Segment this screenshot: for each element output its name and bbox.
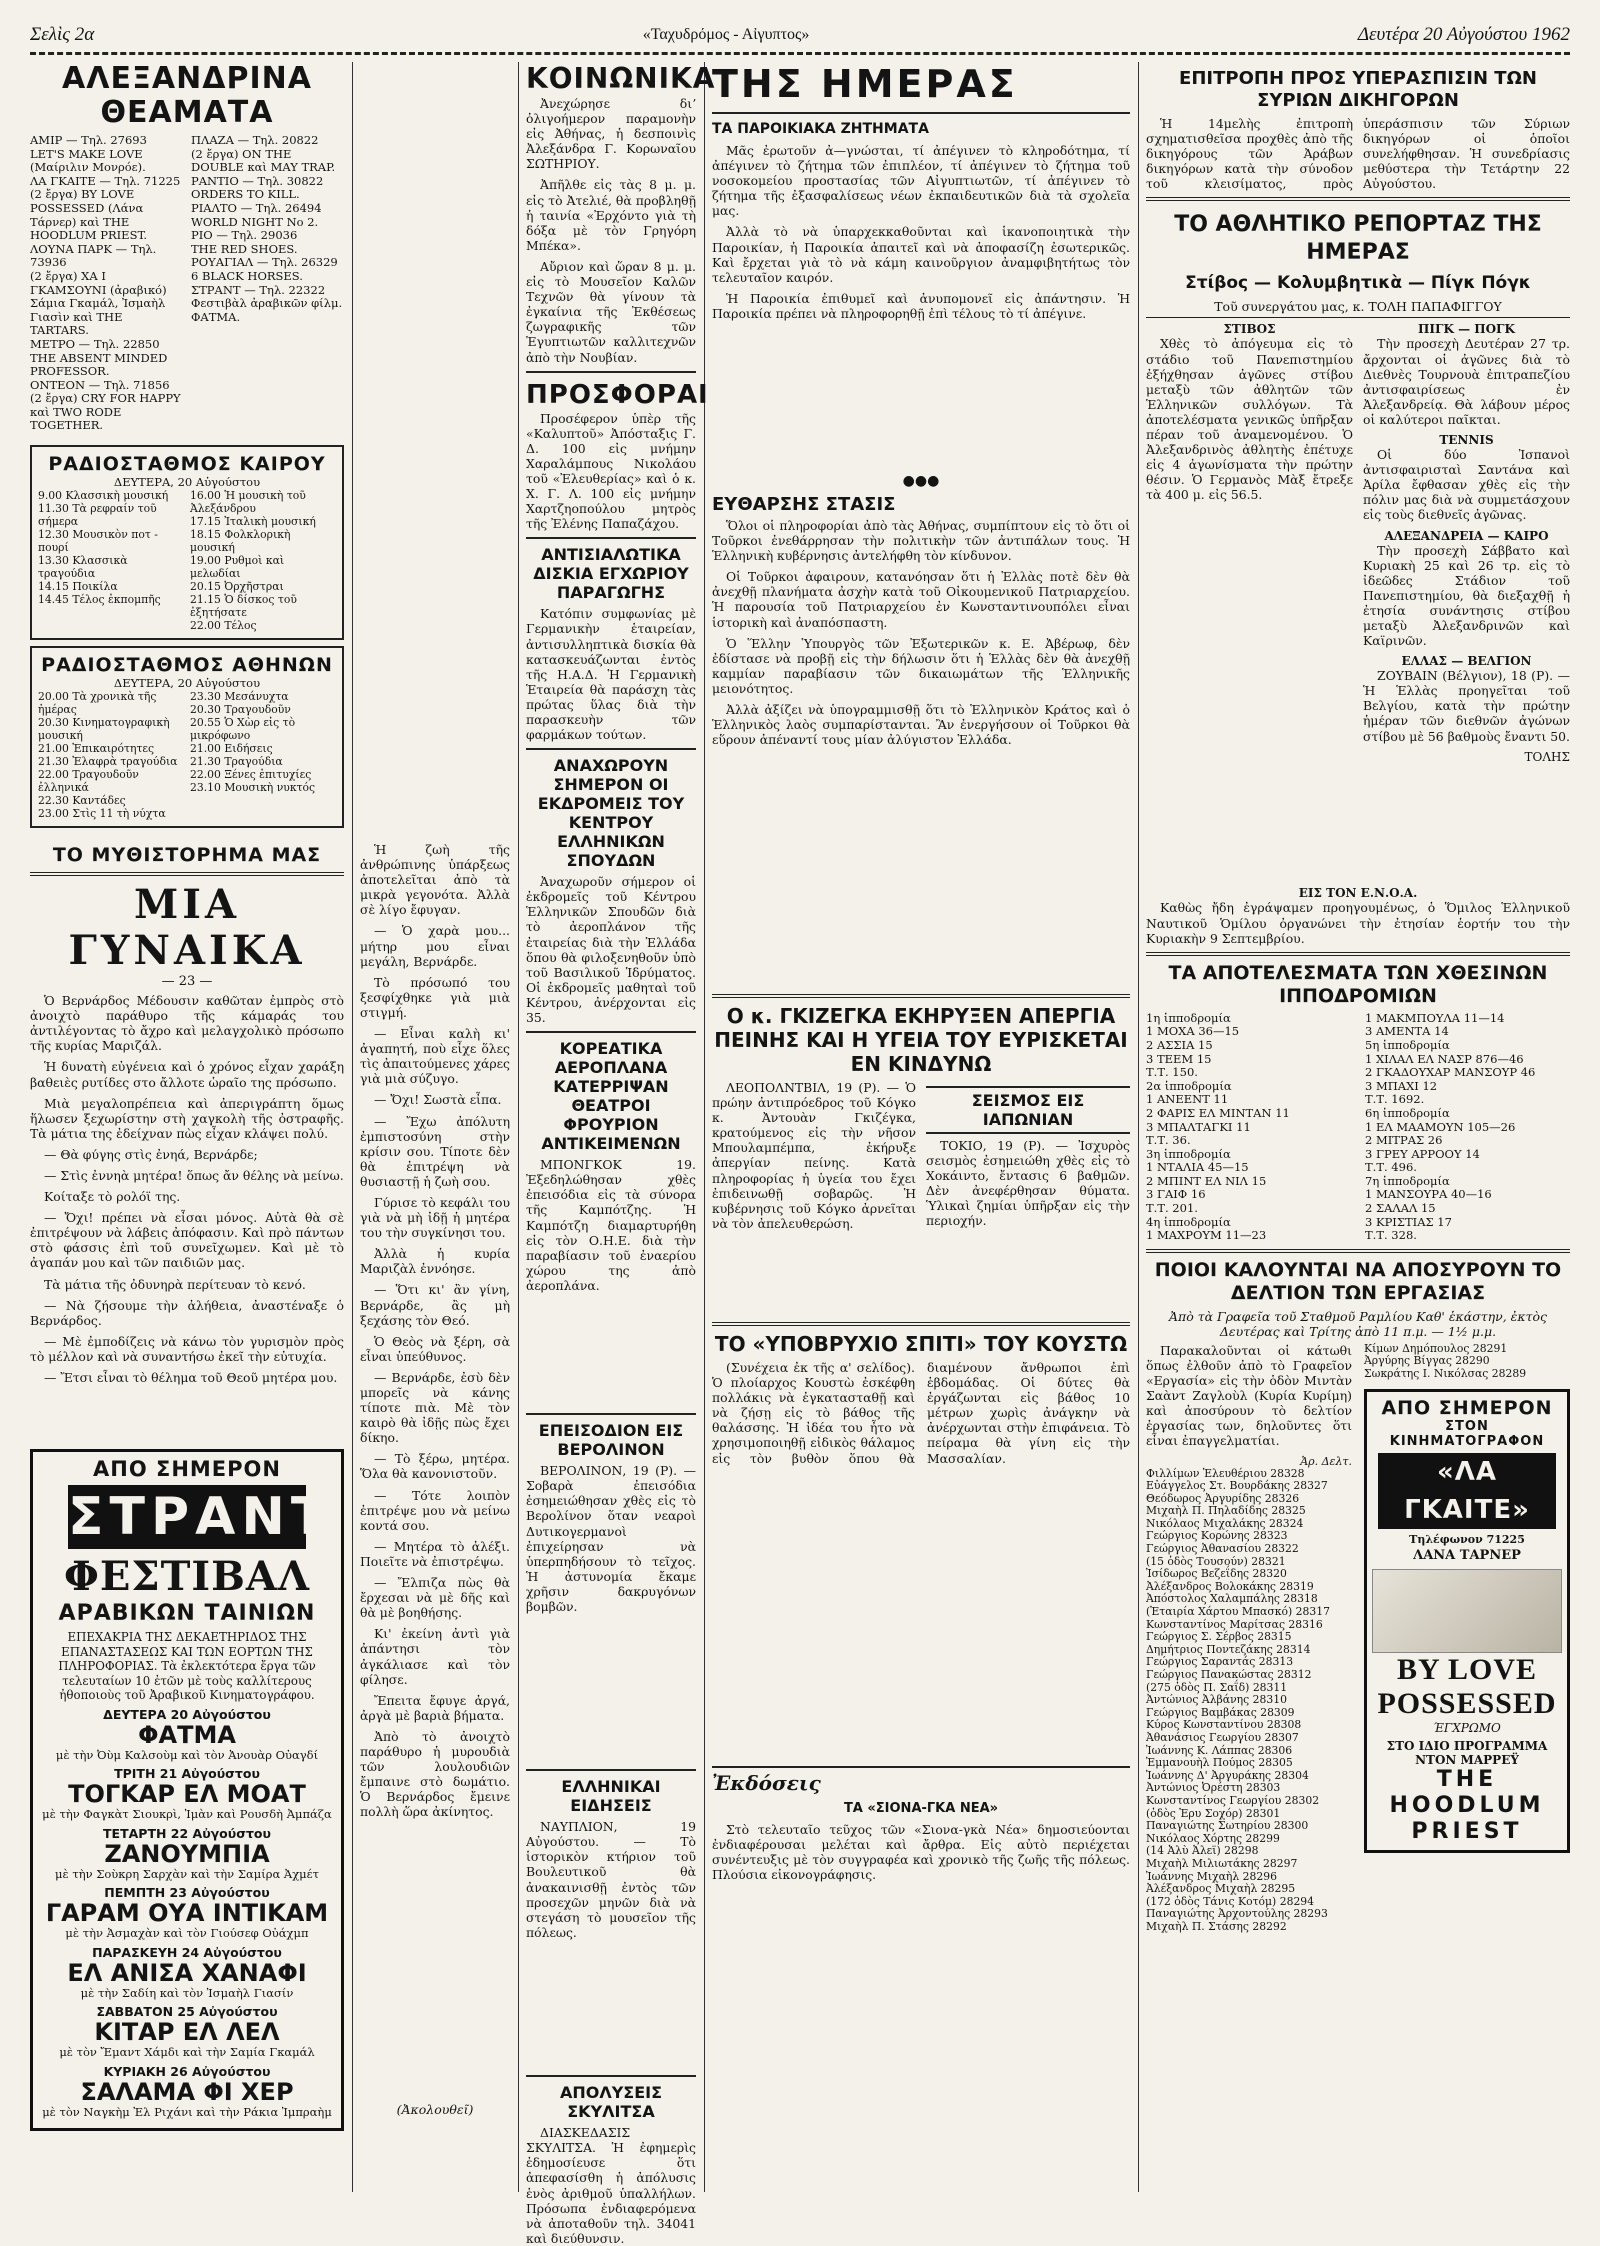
headline-greek-news: ΕΛΛΗΝΙΚΑΙ ΕΙΔΗΣΕΙΣ (561, 1777, 661, 1816)
lottery-name-line: Ἀργύρης Βίγγας 28290 (1364, 1354, 1490, 1368)
pingpong-title: ΠΙΓΚ — ΠΟΓΚ (1418, 322, 1515, 337)
text-cousteau: (Συνέχεια ἐκ τῆς α' σελίδος). Ὁ πλοίαρχος Κουστὼ ἐσκέφθη πολλάκις νὰ ἐγκατασταθῇ καὶ νὰ ζήσῃ εἰς τὸ βάθος τῆς θαλάσσης. Ἡ ἰδέα του ἦτο νὰ χρησιμοποιηθῇ εἰδικὸς θάλαμος εἰς τὸν βυθὸν ὅπου θὰ διαμένουν ἄνθρωποι ἐπὶ ἑβδομάδας. Οἱ δύτες θὰ ἐργάζωνται εἰς βάθος 10 μέτρων χωρὶς ἀνάγκην νὰ ἀνέρχωνται στὴν ἐπιφάνεια. Τὸ πείραμα θὰ γίνη εἰς τὴν Μασσαλίαν. (712, 1360, 1130, 1466)
novel-paragraph: Κοίταξε τὸ ρολόϊ της. (44, 1189, 181, 1205)
radio-program-line: 22.00 Ξένες ἐπιτυχίες (190, 768, 312, 782)
lottery-name-line: Φιλλίμων Ἐλευθέριου 28328 (1146, 1466, 1305, 1480)
radio-program-line: 17.15 Ἰταλικὴ μουσική (190, 515, 316, 529)
lottery-name-line: (15 ὁδὸς Τουσούν) 28321 (1146, 1554, 1286, 1568)
race-result-line: Τ.Τ. 328. (1365, 1228, 1417, 1243)
novel-paragraph: — Μητέρα τὸ ἀλέξι. Ποιεῖτε νὰ ἐπιστρέψω. (360, 1538, 510, 1569)
masthead (30, 18, 1570, 55)
lottery-name-line: Ἰωάννης Μιχαὴλ 28296 (1146, 1869, 1278, 1883)
novel-to-be-continued: (Ἀκολουθεῖ) (396, 2102, 474, 2117)
theater-line: ΡΙΟ — Τηλ. 29036 (191, 228, 298, 243)
novel-paragraph: Κι' ἐκείνη ἀντὶ γιὰ ἀπάντησι τὸν ἀγκάλιασε καὶ τὸν φίλησε. (360, 1626, 510, 1687)
ad-sub: ΣΤΟΝ ΚΙΝΗΜΑΤΟΓΡΑΦΟΝ (1389, 1418, 1545, 1449)
radio-program-line: 14.15 Ποικίλα (38, 580, 118, 594)
newspaper-page (30, 18, 1570, 2246)
lottery-name-line: Γεώργιος Ἀθανασίου 28322 (1146, 1542, 1299, 1556)
greece-belgium-text: ΖΟΥΒΑΙΝ (Βέλγιον), 18 (Ρ). — Ἡ Ἑλλὰς προηγεῖται τοῦ Βελγίου, κατὰ τὴν πρώτην ἡμέραν τῶν διεθνῶν ἀγώνων στίβου μὲ 56 βαθμοὺς ἔναντι 50. (1363, 668, 1570, 744)
radio-program-line: 21.30 Ἐλαφρὰ τραγούδια (38, 755, 178, 769)
lottery-name-line: Ἀθανάσιος Γεωργίου 28307 (1146, 1730, 1299, 1744)
festival-day (38, 1766, 336, 1822)
athletics-text: Χθὲς τὸ ἀπόγευμα εἰς τὸ στάδιο τοῦ Πανεπιστημίου ἐξήχθησαν ἀγῶνες στίβου μεταξὺ τῶν ἀθλητῶν τῶν Ἑλληνικῶν συλλόγων. Τὰ ἀποτελέσματα γενικῶς ὑπῆρξαν πέραν τοῦ ἀναμενομένου. Ὁ Ἀλεξανδρινὸς ἀθλητὴς ἐπέτυχε εἰς 4 ἀγωνίσματα τὴν πρώτην θέσιν. Ὁ Γερμανὸς Μὰξ ἔτρεξε τὰ 400 μ. εἰς 56.5. (1146, 336, 1353, 503)
greece-belgium-title: ΕΛΛΑΣ — ΒΕΛΓΙΟΝ (1401, 654, 1532, 669)
novel-paragraph: Ἀλλὰ ἡ κυρία Μαριζὰλ ἐννόησε. (360, 1246, 510, 1277)
theater-line: ΠΛΑΖΑ — Τηλ. 20822 (191, 133, 319, 147)
radio-cairo-box (30, 445, 344, 640)
alex-cairo-title: ΑΛΕΞΑΝΔΡΕΙΑ — ΚΑΙΡΟ (1384, 528, 1549, 543)
pingpong-text: Τὴν προσεχὴ Δευτέραν 27 τρ. ἄρχονται οἱ ἀγῶνες διὰ τὸ Διεθνὲς Τουρνουὰ ἐπιτραπεζίου ἀντισφαιρίσεως ἐν Ἀλεξανδρείᾳ. Θὰ λάβουν μέρος οἱ καλύτεροι παῖκται. (1363, 336, 1570, 427)
theaters-right (191, 134, 344, 433)
festival-day-date: ΠΑΡΑΣΚΕΥΗ 24 Αὐγούστου (92, 1944, 282, 1960)
lottery-name-line: Νικόλαος Χόρτης 28299 (1146, 1831, 1280, 1845)
festival-day-film: ΓΑΡΑΜ ΟΥΑ ΙΝΤΙΚΑΜ (45, 1899, 329, 1928)
race-result-line: 1 ΕΛ ΜΑΑΜΟΥΝ 105—26 (1365, 1119, 1516, 1134)
race-result-line: 7η ἱπποδρομία (1365, 1173, 1450, 1188)
novel-paragraph: — Ὄχι! πρέπει νὰ εἶσαι μόνος. Αὐτὰ θὰ σὲ ἐπιτρέψουν νὰ λάβεις ἀπόφασιν. Καὶ πρὸ πάντων στὸ φάσσις ἐπὶ τοῦ συνεῖχωμεν. Καὶ μὲ τὸ ἀγαπάν μου καὶ τῶν παιδιῶν μας. (30, 1210, 344, 1271)
lottery-name-line: (14 Ἀλὺ Ἀλεϊ) 28298 (1146, 1844, 1259, 1858)
sports-signature: ΤΟΛΗΣ (1524, 749, 1570, 764)
theaters-title: ΑΛΕΞΑΝΔΡΙΝΑ ΘΕΑΜΑΤΑ (62, 61, 312, 130)
radio-program-line: 9.00 Κλασσικὴ μουσική (38, 489, 169, 503)
text-community (712, 143, 1130, 473)
novel-paragraph: — Ὄχι! Σωστὰ εἶπα. (374, 1092, 502, 1108)
radio-program-line: 21.00 Ἐπικαιρότητες (38, 742, 155, 756)
lottery-name-line: Ἀντώνιος Ὀρέστη 28303 (1146, 1781, 1281, 1795)
lottery-name-line: (275 ὁδὸς Π. Σαΐδ) 28311 (1146, 1680, 1288, 1694)
radio-program-line: 21.15 Ὁ δίσκος τοῦ ἐξητήσατε (190, 593, 297, 620)
festival-day-date: ΤΡΙΤΗ 21 Αὐγούστου (114, 1766, 260, 1782)
lottery-name-line: Εὐάγγελος Στ. Βουρδάκης 28327 (1146, 1479, 1328, 1493)
lottery-names (1146, 1468, 1352, 1934)
festival-day-cast: μὲ τὴν Σοὺκρη Σαρχὰν καὶ τὴν Σαμίρα Ἀχμέτ (55, 1866, 319, 1881)
headline-dismissals: ΑΠΟΛΥΣΕΙΣ ΣΚΥΛΙΤΣΑ (559, 2083, 663, 2122)
race-result-line: 3 ΜΠΑΛΤΑΓΚΙ 11 (1146, 1119, 1251, 1134)
race-result-line: 4η ἱπποδρομία (1146, 1214, 1231, 1229)
festival-day-cast: μὲ τὸν Ἔμαντ Χάμδι καὶ τὴν Σαμία Γκαμάλ (59, 2045, 315, 2060)
race-result-line: 2 ΓΚΑΔΟΥΧΑΡ ΜΑΝΣΟΥΡ 46 (1365, 1065, 1536, 1080)
radio-cairo-left (38, 489, 184, 632)
festival-day-cast: μὲ τὴν Φαγκὰτ Σιουκρὶ, Ἰμὰν καὶ Ρουσδὴ Ἀμπάζα (42, 1807, 332, 1822)
novel-paragraph: — Ὅτι κι' ἂν γίνη, Βερνάρδε, ἂς μὴ ξεχάσης τὸν Θεό. (360, 1282, 510, 1328)
festival-day-date: ΠΕΜΠΤΗ 23 Αὐγούστου (104, 1885, 270, 1901)
poster-image (1372, 1569, 1562, 1653)
lottery-name-line: Γεώργιος Σ. Σέρβος 28315 (1146, 1630, 1292, 1644)
novel-paragraph: Τὰ μάτια τῆς ὀδυνηρὰ περίτευαν τὸ κενό. (44, 1276, 306, 1292)
radio-cairo-right (190, 489, 336, 632)
radio-program-line: 20.30 Κινηματογραφικὴ μουσική (38, 716, 170, 743)
theater-line: (2 ἔργα) BY LOVE POSSESSED (Λάνα Τάρνερ) καὶ THE HOODLUM PRIEST. (30, 187, 148, 243)
festival-day (38, 1826, 336, 1882)
lottery-name-line: Ἰωάννης Δ' Ἀργυράκης 28304 (1146, 1768, 1309, 1782)
lottery-name-line: (ὁδὸς Ἐρυ Σοχόρ) 28301 (1146, 1806, 1281, 1820)
lottery-name-line: Γεώργιος Βαμβάκας 28309 (1146, 1705, 1295, 1719)
theater-line: 6 BLACK HORSES. (191, 268, 303, 283)
novel-paragraph: Ὁ Βερνάρδος Μέδουσιν καθῶταν ἐμπρὸς στὸ ἀνοιχτὸ παράθυρο τῆς κάμαράς του ἀντιλέγοντας τὸ ἄχρο καὶ μελαγχολικὸ πρόσωπο τῆς κυρίας Μαριζάλ. (30, 993, 344, 1054)
ad-film2: THE HOODLUM PRIEST (1389, 1766, 1545, 1844)
column-3 (526, 62, 716, 2246)
text-greek-news: ΝΑΥΠΛΙΟΝ, 19 Αὐγούστου. — Τὸ ἱστορικὸν κτήριον τοῦ Βουλευτικοῦ θὰ ἀνακαινισθῇ ἐντὸς τῶν προσεχῶν μηνῶν διὰ νὰ στεγάση τὸ μουσεῖον τῆς πόλεως. (526, 1819, 696, 1940)
races-left (1146, 1012, 1351, 1243)
festival-day-date: ΤΕΤΑΡΤΗ 22 Αὐγούστου (103, 1825, 271, 1841)
race-result-line: 6η ἱπποδρομία (1365, 1105, 1450, 1120)
column-5 (1146, 62, 1570, 2192)
radio-program-line: 13.30 Κλασσικὰ τραγούδια (38, 554, 128, 581)
radio-program-line: 12.30 Μουσικὸν ποτ - πουρί (38, 528, 158, 555)
race-result-line: 5η ἱπποδρομία (1365, 1037, 1450, 1052)
festival-day-film: ΚΙΤΑΡ ΕΛ ΛΕΛ (94, 2018, 280, 2047)
novel-continuation (360, 842, 510, 2102)
lottery-name-line: (172 ὁδὸς Τάνις Κοτόμ) 28294 (1146, 1894, 1315, 1908)
lottery-subtitle: Ἀπὸ τὰ Γραφεῖα τοῦ Σταθμοῦ Ραμλίου Καθ' ἑκάστην, ἐκτὸς Δευτέρας καὶ Τρίτης ἀπὸ 11 π.μ. — 1½ μ.μ. (1168, 1308, 1548, 1339)
novel-paragraph: — Στὶς ἐννηὰ μητέρα! ὅπως ἄν θέλης νὰ μείνω. (44, 1168, 344, 1183)
novel-title: ΜΙΑ ΓΥΝΑΙΚΑ (68, 881, 306, 975)
ad-star2: ΝΤΟΝ ΜΑΡΡΕΫ (1415, 1752, 1519, 1767)
lottery-name-line: Μιχαὴλ Π. Στάσης 28292 (1146, 1919, 1287, 1933)
athletics-title: ΣΤΙΒΟΣ (1223, 322, 1276, 337)
lottery-name-line: Νικόλαος Μιχαλάκης 28324 (1146, 1516, 1304, 1530)
festival-day (38, 1945, 336, 2001)
novel-paragraph: — Ὁ χαρὰ μου... μήτηρ μου εἶναι μεγάλη, Βερνάρδε. (360, 923, 510, 969)
radio-cairo-title: ΡΑΔΙΟΣΤΑΘΜΟΣ ΚΑΙΡΟΥ (48, 453, 326, 476)
radio-program-line: 20.00 Τὰ χρονικὰ τῆς ἡμέρας (38, 690, 157, 717)
lottery-name-line: Μιχαὴλ Μιλιωτάκης 28297 (1146, 1856, 1298, 1870)
radio-program-line: 14.45 Τέλος ἐκπομπῆς (38, 593, 161, 607)
social-items (526, 96, 696, 365)
novel-paragraph: — Εἶναι καλὴ κι' ἀγαπητή, ποὺ εἶχε ὅλες τὶς ἀπαιτούμενες χάρες γιὰ μιὰ σύζυγο. (360, 1026, 510, 1087)
novel-paragraph: — Θὰ φύγης στὶς ἐνηά, Βερνάρδε; (44, 1146, 258, 1162)
lottery-name-line: Θεόδωρος Ἀργυρίδης 28326 (1146, 1491, 1300, 1505)
theater-line: ΑΜΙΡ — Τηλ. 27693 (30, 133, 147, 147)
race-result-line: 2 ΜΙΤΡΑΣ 26 (1365, 1133, 1443, 1148)
tennis-title: TENNIS (1439, 433, 1494, 448)
radio-program-line: 16.00 Ἡ μουσικὴ τοῦ Ἀλεξάνδρου (190, 489, 306, 516)
offers-text: Προσέφερον ὑπὲρ τῆς «Καλυπτοῦ» Ἀπόσταξις Γ. Δ. 100 εἰς μνήμην Χαραλάμπους Νικολάου τοῦ «Ἐλευθερίας» καὶ ὁ κ. Χ. Γ. Λ. 100 εἰς μνήμην Χαρτζηοπούλου μητρὸς τῆς Ἐλένης Παπαζάχου. (526, 410, 696, 532)
novel-paragraph: — Τότε λοιπὸν ἐπιτρέψε μου νὰ μείνω κοντά σου. (360, 1487, 510, 1533)
editorial-paragraph: Ὅλοι οἱ πληροφορίαι ἀπὸ τὰς Ἀθήνας, συμπίπτουν εἰς τὸ ὅτι οἱ Τοῦρκοι ἐνεθάρρησαν τὴν πολιτικὴν τῶν ἀντιπάλων τους. Ἡ Ἑλληνικὴ κυβέρνησις ἀντελήφθη τὸν κίνδυνον. (712, 518, 1130, 564)
alex-cairo-text: Τὴν προσεχὴ Σάββατο καὶ Κυριακὴ 25 καὶ 26 τρ. εἰς τὸ ἰδεῶδες Στάδιον τοῦ Πανεπιστημίου, θὰ διεξαχθῇ ἡ ἐτησία συνάντησις στίβου μεταξὺ Ἀλεξανδρινῶν καὶ Καϊρινῶν. (1363, 542, 1570, 649)
theater-line: ΡΑΝΤΙΟ — Τηλ. 30822 (191, 173, 324, 188)
text-excursion: Ἀναχωροῦν σήμερον οἱ ἐκδρομεῖς τοῦ Κέντρου Ἑλληνικῶν Σπουδῶν διὰ τὸ ἀεροπλάνον τῆς ἐταιρείας διὰ τὴν Ἑλλάδα ὅπου θὰ φιλοξενηθοῦν ὑπὸ τοῦ Βασιλικοῦ Ἱδρύματος. Οἱ ἐκδρομεῖς μαθηταὶ τοῦ Κέντρου, ἀνέρχονται εἰς 35. (526, 874, 696, 1026)
novel-paragraph: Ἀπὸ τὸ ἀνοιχτὸ παράθυρο ἡ μυρουδιὰ τῶν λουλουδιῶν ἔμπαινε στὸ δωμάτιο. Ὁ Βερνάρδος ἔμεινε πολλὴ ὥρα ἀκίνητος. (360, 1728, 510, 1820)
novel-paragraph: — Νὰ ζήσουμε τὴν ἀλήθεια, ἀναστέναξε ὁ Βερνάρδος. (30, 1297, 344, 1328)
issue-date: Δευτέρα 20 Αὐγούστου 1962 (1357, 24, 1570, 45)
novel-paragraph: — Ἔτσι εἶναι τὸ θέλημα τοῦ Θεοῦ μητέρα μου. (44, 1370, 338, 1386)
tennis-text: Οἱ δύο Ἰσπανοὶ ἀντισφαιρισταὶ Σαντάνα καὶ Ἀρίλα ἔφθασαν χθὲς εἰς τὴν πόλιν μας διὰ νὰ συμμετάσχουν εἰς τοὺς διεθνεῖς ἀγῶνας. (1363, 447, 1570, 523)
theater-line: Φεστιβὰλ ἀραβικῶν φίλμ. ΦΑΤΜΑ. (191, 296, 343, 324)
race-result-line: 1 ΜΟΧΑ 36—15 (1146, 1024, 1240, 1039)
race-result-line: 3 ΜΠΑΧΙ 12 (1365, 1078, 1438, 1093)
text-dismissals: ΔΙΑΣΚΕΔΑΣΙΣ ΣΚΥΛΙΤΣΑ. Ἡ ἐφημερὶς ἐδημοσίευσε ὅτι ἀπεφασίσθη ἡ ἀπόλυσις ἑνὸς ἀριθμοῦ ὑπαλλήλων. Πρόσωπα ἐνδιαφερόμενα νὰ ἀποταθοῦν τηλ. 34041 καὶ διεύθυνσιν. (526, 2125, 696, 2246)
radio-program-line: 23.30 Μεσάνυχτα (190, 690, 289, 704)
lottery-name-line: Κωνσταντίνος Γεωργίου 28302 (1146, 1793, 1320, 1807)
festival-day-date: ΔΕΥΤΕΡΑ 20 Αὐγούστου (103, 1706, 271, 1722)
theater-line: ΡΙΑΛΤΟ — Τηλ. 26494 (191, 200, 322, 215)
la-gaite-ad (1364, 1389, 1570, 1853)
text-gizenga: ΛΕΟΠΟΛΝΤΒΙΛ, 19 (Ρ). — Ὁ πρώην ἀντιπρόεδρος τοῦ Κόγκο κ. Ἀντουὰν Γκιζέγκα, κρατούμενος εἰς τὴν νῆσον Μπουλαμπέμπα, ἐκήρυξε ἀπεργίαν πείνης. Κατὰ πληροφορίας ἡ ὑγεία του ἔχει ἐπιδεινωθῇ σοβαρῶς. Ἡ κυβέρνησις τοῦ Κόγκο ἀρνεῖται νὰ τὸν ἀπελευθερώση. (712, 1080, 916, 1231)
radio-athens-date: ΔΕΥΤΕΡΑ, 20 Αὐγούστου (113, 676, 261, 691)
race-result-line: Τ.Τ. 150. (1146, 1065, 1198, 1080)
ad-color: ΈΓΧΡΩΜΟ (1433, 1720, 1501, 1735)
lottery-names-right (1364, 1343, 1570, 1381)
theater-line: ORDERS TO KILL. (191, 187, 300, 202)
lottery-name-line: Ἀλέξανδρος Μιχαὴλ 28295 (1146, 1882, 1296, 1896)
offers-title: ΠΡΟΣΦΟΡΑΙ (526, 379, 709, 410)
novel-label: ΤΟ ΜΥΘΙΣΤΟΡΗΜΑ ΜΑΣ (52, 844, 322, 867)
headline-publications: Ἐκδόσεις (712, 1771, 821, 1795)
strand-ad-top: ΑΠΟ ΣΗΜΕΡΟΝ (93, 1457, 281, 1482)
social-item: Ἀπῆλθε εἰς τὰς 8 μ. μ. εἰς τὸ Ἀτελιέ, θὰ προβληθῇ ἡ ταινία «Ἐρχόντο γιὰ τὴ δόξα μὲ τὸν Γρηγόρη Μπέκα». (526, 177, 696, 253)
festival-day-film: ΣΑΛΑΜΑ ΦΙ ΧΕΡ (80, 2077, 294, 2106)
novel-paragraph: — Μὲ ἐμποδίζεις νὰ κάνω τὸν γυρισμὸν πρὸς τὸ μέλλον καὶ νὰ συναντήσω ἐκεῖ τὴν εὐτυχία. (30, 1333, 344, 1364)
ad-film1: BY LOVE POSSESSED (1377, 1652, 1557, 1720)
lottery-name-line: Κίμων Δημόπουλος 28291 (1364, 1341, 1508, 1355)
radio-athens-left (38, 690, 184, 820)
strand-ad (30, 1449, 344, 2131)
festival-day-cast: μὲ τὴν Σαδίη καὶ τὸν Ἰσμαὴλ Γιασίν (80, 1985, 294, 2000)
theater-line: ΡΟΥΑΓΙΑΛ — Τηλ. 26329 (191, 255, 338, 270)
theater-line: ΟΝΤΕΟΝ — Τηλ. 71856 (30, 377, 170, 392)
novel-paragraph: — Ἔλπιζα πὼς θὰ ἔρχεσαι νὰ μὲ δῆς καὶ θὰ μὲ βοηθήσης. (360, 1575, 510, 1621)
text-publications: Στὸ τελευταῖο τεῦχος τῶν «Σιονα-γκὰ Νέα» δημοσιεύονται ἐνδιαφέρουσαι μελέται καὶ ἄρθρα. Εἰς αὐτὸ περιέχεται συνέντευξις μὲ τὸν συγγραφέα καὶ χρονικὸ τῆς ζωῆς τῆς πόλεως. Πλούσια εἰκονογράφησις. (712, 1822, 1130, 1883)
race-result-line: Τ.Τ. 201. (1146, 1201, 1198, 1216)
theater-line: (2 ἔργα) ON THE DOUBLE καὶ MAY TRAP. (191, 146, 336, 175)
text-korean-planes: ΜΠΟΝΓΚΟΚ 19. Ἐξεδηλώθησαν χθὲς ἐπεισόδια εἰς τὰ σύνορα τῆς Καμπότζης. Ἡ Καμπότζη διαμαρτυρήθη εἰς τὸν Ο.Η.Ε. διὰ τὴν παραβίασιν τοῦ ἐναερίου χώρου της ἀπὸ ἀεροπλάνα. (526, 1157, 696, 1293)
radio-program-line: 20.55 Ὁ Χὼρ εἰς τὸ μικρόφωνο (190, 716, 296, 743)
novel-number: — 23 — (161, 974, 213, 990)
lottery-name-line: Ἀλέξανδρος Βολοκάκης 28319 (1146, 1579, 1314, 1593)
headline-korean-planes: ΚΟΡΕΑΤΙΚΑ ΑΕΡΟΠΛΑΝΑ ΚΑΤΕΡΡΙΨΑΝ ΘΕΑΤΡΟΙ ΦΡΟΥΡΙΟΝ ΑΝΤΙΚΕΙΜΕΝΩΝ (541, 1039, 681, 1154)
festival-subtitle: ΑΡΑΒΙΚΩΝ ΤΑΙΝΙΩΝ (58, 1601, 316, 1627)
radio-athens-box (30, 646, 344, 828)
novel-paragraph: Γύρισε τὸ κεφάλι του γιὰ νὰ μὴ ἰδῇ ἡ μητέρα του τὴν συγκίνησι του. (360, 1194, 510, 1241)
theater-line: (2 ἔργα) ΧΑ Ι ΓΚΑΜΣΟΥΝΙ (ἀραβικό) Σάμια Γκαμάλ, Ἰσμαὴλ Γιασὶν καὶ THE TARTARS. (30, 268, 167, 338)
radio-athens-title: ΡΑΔΙΟΣΤΑΘΜΟΣ ΑΘΗΝΩΝ (41, 654, 333, 677)
festival-days (38, 1707, 336, 2120)
headline-cousteau: ΤΟ «ΥΠΟΒΡΥΧΙΟ ΣΠΙΤΙ» ΤΟΥ ΚΟΥΣΤΩ (714, 1332, 1128, 1356)
radio-cairo-date: ΔΕΥΤΕΡΑ, 20 Αὐγούστου (113, 475, 261, 490)
lottery-name-line: Ἰσίδωρος Βεζεΐδης 28320 (1146, 1567, 1287, 1581)
sports-subtitle: Στίβος — Κολυμβητικὰ — Πίγκ Πόγκ (1185, 273, 1531, 294)
novel-paragraph: Ἡ ζωὴ τῆς ἀνθρώπινης ὑπάρξεως ἀποτελεῖται ἀπὸ τὰ μικρὰ γεγονότα. Ἀλλὰ σὲ λίγο ἔφυγαν. (360, 842, 510, 918)
ad-star: ΛΑΝΑ ΤΑΡΝΕΡ (1413, 1547, 1521, 1563)
race-result-line: 1 ΝΤΑΛΙΑ 45—15 (1146, 1160, 1249, 1175)
lottery-text: Παρακαλοῦνται οἱ κάτωθι ὅπως ἐλθοῦν ἀπὸ τὸ Γραφεῖον «Εργασία» εἰς τὴν ὁδὸν Μιντὰν Σαὰντ Ζαγλοὺλ (Κυρία Κυρίμη) καὶ ἀποσύρουν τὸ δελτίον ἐργασίας των, δηλοῦντες ὅτι εἶναι ἐπαγγελματίαι. (1146, 1342, 1352, 1449)
ad-program: ΣΤΟ ΙΔΙΟ ΠΡΟΓΡΑΜΜΑ (1386, 1738, 1548, 1753)
theaters-listing (30, 134, 344, 433)
text-berlin: ΒΕΡΟΛΙΝΟΝ, 19 (Ρ). — Σοβαρὰ ἐπεισόδια ἐσημειώθησαν χθὲς εἰς τὸ Βερολίνον ὅταν νεαροὶ Δυτικογερμανοὶ ἐπιχείρησαν νὰ ὑπερπηδήσουν τὸ τεῖχος. Ἡ ἀστυνομία ἔκαμε χρῆσιν δακρυγόνων βομβῶν. (526, 1463, 696, 1614)
headline-berlin: ΕΠΕΙΣΟΔΙΟΝ ΕΙΣ ΒΕΡΟΛΙΝΟΝ (538, 1421, 684, 1460)
festival-day-film: ΤΟΓΚΑΡ ΕΛ ΜΟΑΤ (68, 1780, 306, 1809)
radio-program-line: 23.10 Μουσικὴ νυκτός (190, 781, 316, 795)
lottery-name-line: Ἀπόστολος Χαλαμπάλης 28318 (1146, 1592, 1318, 1606)
radio-program-line: 22.00 Τραγουδοῦν ἐλληνικά (38, 768, 139, 795)
race-result-line: 3 ΑΜΕΝΤΑ 14 (1365, 1024, 1449, 1039)
festival-description: ΕΠΕΧΑΚΡΙΑ ΤΗΣ ΔΕΚΑΕΤΗΡΙΔΟΣ ΤΗΣ ΕΠΑΝΑΣΤΑΣΕΩΣ ΚΑΙ ΤΩΝ ΕΟΡΤΩΝ ΤΗΣ ΠΛΗΡΟΦΟΡΙΑΣ. Τὰ ἐκλεκτότερα ἔργα τῶν τελευταίων 10 ἐτῶν μὲ τοὺς καλλίτερους ἠθοποιοὺς τοῦ Ἀραβικοῦ Κινηματογράφου. (58, 1630, 316, 1703)
strand-ad-name: ΣΤΡΑΝΤ (68, 1487, 333, 1548)
festival-day-date: ΚΥΡΙΑΚΗ 26 Αὐγούστου (103, 2063, 271, 2079)
headline-earthquake: ΣΕΙΣΜΟΣ ΕΙΣ ΙΑΠΩΝΙΑΝ (926, 1086, 1130, 1134)
social-title: ΚΟΙΝΩΝΙΚΑ (526, 62, 716, 95)
radio-program-line: 21.30 Τραγούδια (190, 755, 283, 769)
festival-day-cast: μὲ τὴν Ὀὺμ Καλσοὺμ καὶ τὸν Ἀνουὰρ Οὐαγδί (55, 1747, 319, 1762)
novel-paragraph: — Ἔχω ἀπόλυτη ἐμπιστοσύνη στὴν κρίσιν σου. Τίποτε δὲν θὰ ἐπιτρέψη νὰ θυσιαστῇ ἡ ζωὴ σου. (360, 1113, 510, 1189)
paper-name: «Ταχυδρόμος - Αἰγυπτος» (642, 26, 810, 43)
editorial-paragraph: Ἀλλὰ τὸ νὰ ὑπαρχεκκαθοῦνται καὶ ἱκανοποιητικὰ τὴν Παροικίαν, ἡ Παροικία ἀπαιτεῖ καὶ νὰ ἀποφασίζη ἐσωτερικῶς. Καὶ ἔρχεται γιὰ τὸ νὰ κάμη καινοῦργιον ἀναμφιβητήτως τὸν τελευταῖον καιρόν. (712, 224, 1130, 285)
lottery-name-line: Σωκράτης Ι. Νικόλσας 28289 (1364, 1367, 1527, 1381)
races-title: ΤΑ ΑΠΟΤΕΛΕΣΜΑΤΑ ΤΩΝ ΧΘΕΣΙΝΩΝ ΙΠΠΟΔΡΟΜΙΩΝ (1168, 961, 1548, 1007)
race-result-line: 1 ΜΑΚΜΠΟΥΛΑ 11—14 (1365, 1010, 1505, 1025)
text-earthquake: ΤΟΚΙΟ, 19 (Ρ). — Ἰσχυρὸς σεισμὸς ἐσημειώθη χθὲς εἰς τὸ Χοκάιντο, ἔντασις 6 βαθμῶν. Δὲν ἀνεφέρθησαν θύματα. Ὑλικαὶ ζημίαι ὑπῆρξαν εἰς τὴν περιοχήν. (926, 1138, 1130, 1229)
headline-contraceptive: ΑΝΤΙΣΙΑΛΩΤΙΚΑ ΔΙΣΚΙΑ ΕΓΧΩΡΙΟΥ ΠΑΡΑΓΩΓΗΣ (533, 545, 689, 603)
novel-paragraph: Ὁ Θεὸς νὰ ξέρη, σὰ εἶναι ὑπεύθυνος. (360, 1333, 510, 1364)
ad-tel: Τηλέφωνον 71225 (1409, 1532, 1525, 1546)
radio-athens-right (190, 690, 336, 820)
theater-line: (2 ἔργα) CRY FOR HAPPY καὶ TWO RODE TOGETHER. (30, 391, 181, 433)
headline-stance: ΕΥΘΑΡΣΗΣ ΣΤΑΣΙΣ (712, 494, 896, 515)
race-result-line: 1 ΑΝΕΕΝΤ 11 (1146, 1092, 1229, 1107)
column-4: ΤΗΣ ΗΜΕΡΑΣ ΤΑ ΠΑΡΟΙΚΙΑΚΑ ΖΗΤΗΜΑΤΑ Μᾶς ἐρωτοῦν ἀ—γνώσται, τί ἀπέγινεν τὸ κληροδότημα, τί ἀπέγινεν τὸ ζήτημα τῶν ἐπιπλέον, τί ἀπέγινεν τὸ ζήτημα τοῦ νοσοκομείου προστασίας τῶν Αἰγυπτιωτῶν, τί ἀπέγινεν τὸ ζήτημα τῆς ἐξασφαλίσεως νέων ἐκπαιδευτικῶν διὰ τὰ σχολεῖα μας. Ἀλλὰ τὸ νὰ ὑπαρχεκκαθοῦνται καὶ ἱκανοποιητικὰ τὴν Παροικίαν, ἡ Παροικία ἀπαιτεῖ καὶ νὰ ἀποφασίζη ἐσωτερικῶς. Καὶ ἔρχεται γιὰ τὸ νὰ κάμη καινοῦργιον ἀναμφιβητήτως τὸν τελευταῖον καιρόν. Ἡ Παροικία ἐπιθυμεῖ καὶ ἀνυπομονεῖ εἰς ἀπάντησιν. Ἡ Παροικία πρέπει νὰ πληροφορηθῇ ἐπὶ τέλους τὸ τί ἀπέγινε. ●●● ΕΥΘΑΡΣΗΣ ΣΤΑΣΙΣ Ὅλοι οἱ πληροφορίαι ἀπὸ τὰς Ἀθήνας, συμπίπτουν εἰς τὸ ὅτι οἱ Τοῦρκοι ἐνεθάρρησαν τὴν πολιτικὴν τῶν ἀντιπάλων τους. Ἡ Ἑλληνικὴ κυβέρνησις ἀντελήφθη τὸν κίνδυνον. Οἱ Τοῦρκοι ἀφαιρουν, κατανόησαν ὅτι ἡ Ἑλλὰς ποτὲ δὲν θὰ ἀνεχθῇ πλανήματα ἀσχὴν κατὰ τοῦ Οἰκουμενικοῦ Πατριαρχείου. Ἡ παρουσία τοῦ Πατριαρχείου ἐν Κωνσταντινουπόλει εἶναι ἱστορικὴ καὶ ἀναπόσπαστη. Ὁ Ἕλλην Ὑπουργὸς τῶν Ἐξωτερικῶν κ. Ε. Ἀβέρωφ, δὲν ἐδίστασε νὰ προβῇ εἰς τὴν δήλωσιν ὅτι ἡ Ἑλλὰς δὲν θὰ ἀνεχθῇ καμμίαν παραβίασιν τῶν δικαιωμάτων τῆς Ἑλληνικῆς μειονότητος. Ἀλλὰ ἀξίζει νὰ ὑπογραμμισθῇ ὅτι τὸ Ἑλληνικὸν Κράτος καὶ ὁ Ἑλληνικὸς λαὸς συμπαρίστανται. Ἂν ἐνεργήσουν οἱ Τοῦρκοι θὰ εὕρουν ἀπέναντί τους μίαν ἀλύγιστον Ἑλλάδα. Ο κ. ΓΚΙΖΕΓΚΑ ΕΚΗΡΥΞΕΝ ΑΠΕΡΓΙΑ ΠΕΙΝΗΣ ΚΑΙ Η ΥΓΕΙΑ ΤΟΥ ΕΥΡΙΣΚΕΤΑΙ ΕΝ ΚΙΝΔΥΝΩ ΛΕΟΠΟΛΝΤΒΙΛ, 19 (Ρ). — Ὁ πρώην ἀντιπρόεδρος τοῦ Κόγκο κ. Ἀντουὰν Γκιζέγκα, κρατούμενος εἰς τὴν νῆσον Μπουλαμπέμπα, ἐκήρυξε ἀπεργίαν πείνης. Κατὰ πληροφορίας ἡ ὑγεία του ἔχει ἐπιδεινωθῇ σοβαρῶς. Ἡ κυβέρνησις τοῦ Κόγκο ἀρνεῖται νὰ τὸν ἀπελευθερώση. ΣΕΙΣΜΟΣ ΕΙΣ ΙΑΠΩΝΙΑΝ ΤΟΚΙΟ, 19 (Ρ). — Ἰσχυρὸς σεισμὸς ἐσημειώθη χθὲς εἰς τὸ Χοκάιντο, ἔντασις 6 βαθμῶν. Δὲν ἀνεφέρθησαν θύματα. Ὑλικαὶ ζημίαι ὑπῆρξαν εἰς τὴν περιοχήν. ΤΟ «ΥΠΟΒΡΥΧΙΟ ΣΠΙΤΙ» ΤΟΥ ΚΟΥΣΤΩ (Συνέχεια ἐκ τῆς α' σελίδος). Ὁ πλοίαρχος Κουστὼ ἐσκέφθη πολλάκις νὰ ἐγκατασταθῇ καὶ νὰ ζήσῃ εἰς τὸ βάθος τῆς θαλάσσης. Ἡ ἰδέα του ἦτο νὰ χρησιμοποιηθῇ εἰδικὸς θάλαμος εἰς τὸν βυθὸν ὅπου θὰ διαμένουν ἄνθρωποι ἐπὶ ἑβδομάδας. Οἱ δύτες θὰ ἐργάζωνται εἰς βάθος 10 μέτρων χωρὶς ἀνάγκην νὰ ἀνέρχωνται στὴν ἐπιφάνεια. Τὸ πείραμα θὰ γίνη εἰς τὴν Μασσαλίαν. Ἐκδόσεις ΤΑ «ΣΙΟΝΑ-ΓΚΑ ΝΕΑ» Στὸ τελευταῖο τεῦχος τῶν «Σιονα-γκὰ Νέα» δημοσιεύονται ἐνδιαφέρουσαι μελέται καὶ ἄρθρα. Εἰς αὐτὸ περιέχεται συνέντευξις μὲ τὸν συγγραφέα καὶ χρονικὸ τῆς ζωῆς τῆς πόλεως. Πλούσια εἰκονογράφησις. (712, 62, 1130, 1883)
race-result-line: 2α ἱπποδρομία (1146, 1078, 1232, 1093)
page-number: Σελὶς 2α (30, 24, 95, 45)
text-committee: Ἡ 14μελὴς ἐπιτροπὴ σχηματισθεῖσα προχθὲς ἀπὸ τῆς δικηγόρους τῶν Ἀράβων δικηγόρων κατὰ τὴν σύνοδον τοῦ κλεισίματος, πρὸς ὑπεράσπισιν τῶν Σύριων δικηγόρων οἱ ὁποῖοι συνελήφθησαν. Ἡ συνεδρίασις μεθύστερα τὴν Τετάρτην 22 Αὐγούστου. (1146, 116, 1570, 192)
race-result-line: 3 ΤΕΕΜ 15 (1146, 1051, 1212, 1066)
lottery-name-line: Μιχαὴλ Π. Πηλαδίδης 28325 (1146, 1504, 1306, 1518)
radio-program-line: 20.30 Τραγουδοῦν (190, 703, 291, 717)
enoa-text: Καθὼς ἤδη ἐγράψαμεν προηγουμένως, ὁ Ὅμιλος Ἑλληνικοῦ Ναυτικοῦ Ὁμίλου ὀργανώνει τὴν ἐτησίαν ἑορτήν του τὴν Κυριακὴν 9 Σεπτεμβρίου. (1146, 900, 1570, 946)
editorial-paragraph: Ὁ Ἕλλην Ὑπουργὸς τῶν Ἐξωτερικῶν κ. Ε. Ἀβέρωφ, δὲν ἐδίστασε νὰ προβῇ εἰς τὴν δήλωσιν ὅτι ἡ Ἑλλὰς δὲν θὰ ἀνεχθῇ καμμίαν παραβίασιν τῶν δικαιωμάτων τῆς Ἑλληνικῆς μειονότητος. (712, 635, 1130, 696)
race-result-line: 1 ΧΙΛΑΛ ΕΛ ΝΑΣΡ 876—46 (1365, 1051, 1524, 1066)
race-result-line: 2 ΦΑΡΙΣ ΕΛ ΜΙΝΤΑΝ 11 (1146, 1105, 1290, 1120)
editorial-paragraph: Οἱ Τοῦρκοι ἀφαιρουν, κατανόησαν ὅτι ἡ Ἑλλὰς ποτὲ δὲν θὰ ἀνεχθῇ πλανήματα ἀσχὴν κατὰ τοῦ Οἰκουμενικοῦ Πατριαρχείου. Ἡ παρουσία τοῦ Πατριαρχείου ἐν Κωνσταντινουπόλει εἶναι ἱστορικὴ καὶ ἀναπόσπαστη. (712, 569, 1130, 630)
ad-cinema: «ΛΑ ΓΚΑΙΤΕ» (1378, 1453, 1556, 1529)
lottery-name-line: Ἰωάννης Κ. Λάππας 28306 (1146, 1743, 1293, 1757)
race-result-line: 2 ΑΣΣΙΑ 15 (1146, 1037, 1213, 1052)
race-result-line: Τ.Τ. 1692. (1365, 1092, 1425, 1107)
text-contraceptive: Κατόπιν συμφωνίας μὲ Γερμανικὴν ἑταιρείαν, ἀντισυλληπτικὰ δισκία θὰ κατασκευάζωνται ἐντὸς τῆς Η.Α.Δ. Ἡ Γερμανικὴ Ἑταιρεία θὰ παράσχη τὰς πρώτας ὕλας διὰ τὴν παρασκευὴν τῶν φαρμάκων τούτων. (526, 606, 696, 743)
festival-day-film: ΕΛ ΑΝΙΣΑ ΧΑΝΑΦΙ (67, 1958, 307, 1987)
festival-day-film: ΖΑΝΟΥΜΠΙΑ (104, 1839, 270, 1868)
lottery-title: ΠΟΙΟΙ ΚΑΛΟΥΝΤΑΙ ΝΑ ΑΠΟΣΥΡΟΥΝ ΤΟ ΔΕΛΤΙΟΝ ΤΩΝ ΕΡΓΑΣΙΑΣ (1154, 1258, 1562, 1304)
radio-program-line: 11.30 Τὰ ρεφραίν τοῦ σήμερα (38, 502, 157, 529)
text-stance (712, 518, 1130, 988)
editorial-paragraph: Ἀλλὰ ἀξίζει νὰ ὑπογραμμισθῇ ὅτι τὸ Ἑλληνικὸν Κράτος καὶ ὁ Ἑλληνικὸς λαὸς συμπαρίστανται. Ἂν ἐνεργήσουν οἱ Τοῦρκοι θὰ εὕρουν ἀπέναντί τους μίαν ἀλύγιστον Ἑλλάδα. (712, 702, 1130, 748)
novel-paragraph: — Βερνάρδε, ἐσὺ δὲν μπορεῖς νὰ κάνης τίποτε πιὰ. Μὲ τὸν καιρὸ θὰ ἰδῇς πὼς ἔχει δίκηο. (360, 1369, 510, 1446)
headline-publication-name: ΤΑ «ΣΙΟΝΑ-ΓΚΑ ΝΕΑ» (843, 1801, 999, 1816)
race-result-line: 3 ΓΡΕΥ ΑΡΡΟΟΥ 14 (1365, 1146, 1480, 1161)
festival-day-cast: μὲ τὴν Ἀσμαχὰν καὶ τὸν Γιούσεφ Οὐάχμπ (65, 1926, 309, 1941)
festival-day (38, 2004, 336, 2060)
race-result-line: 1η ἱπποδρομία (1146, 1010, 1231, 1025)
radio-program-line: 23.00 Στὶς 11 τὴ νύχτα (38, 807, 166, 821)
races-right (1365, 1012, 1570, 1243)
novel-paragraph: Ἡ δυνατὴ εὐγένεια καὶ ὁ χρόνος εἶχαν χαράξη βαθειὲς ρυτίδες στο ἄλλοτε ὡραῖο της πρόσωπο. (30, 1059, 344, 1090)
sports-byline: Τοῦ συνεργάτου μας, κ. ΤΟΛΗ ΠΑΠΑΦΙΓΓΟΥ (1146, 299, 1570, 318)
lottery-name-line: Ἀντώνιος Ἀλβάνης 28310 (1146, 1693, 1287, 1707)
headline-excursion: ΑΝΑΧΩΡΟΥΝ ΣΗΜΕΡΟΝ ΟΙ ΕΚΔΡΟΜΕΙΣ ΤΟΥ ΚΕΝΤΡΟΥ ΕΛΛΗΝΙΚΩΝ ΣΠΟΥΔΩΝ (537, 756, 685, 871)
lottery-name-line: Γεώργιος Κορώνης 28323 (1146, 1529, 1288, 1543)
theater-line: ΛΑ ΓΚΑΙΤΕ — Τηλ. 71225 (30, 173, 181, 188)
lottery-name-line: Γεώργιος Σαραντάς 28313 (1146, 1655, 1294, 1669)
novel-paragraph: Μιὰ μεγαλοπρέπεια καὶ ἀπεριγράπτη ὅμως ἥλωσεν ξεχωρίστην στὴ χαγκολὴ τῆς ὀστραφῆς. Τὰ μάτια της ἐδείχναν πὼς εἶχαν κλάψει πολύ. (30, 1095, 344, 1141)
festival-day-cast: μὲ τὸν Ναγκὴμ Ἐλ Ριχάνι καὶ τὴν Ράκια Ἰμπραὴμ (42, 2104, 332, 2119)
radio-program-line: 19.00 Ρυθμοὶ καὶ μελωδίαι (190, 554, 285, 581)
festival-day (38, 2064, 336, 2120)
theater-line: ΣΤΡΑΝΤ — Τηλ. 22322 (191, 282, 326, 297)
radio-program-line: 22.00 Τέλος (190, 619, 257, 633)
race-result-line: 3 ΚΡΙΣΤΙΑΣ 17 (1365, 1214, 1452, 1229)
lottery-name-line: Παναγιώτης Σωτηρίου 28300 (1146, 1819, 1309, 1833)
sports-title: ΤΟ ΑΘΛΗΤΙΚΟ ΡΕΠΟΡΤΑΖ ΤΗΣ ΗΜΕΡΑΣ (1174, 212, 1542, 266)
race-result-line: Τ.Τ. 36. (1146, 1133, 1191, 1148)
theater-line: ΛΟΥΝΑ ΠΑΡΚ — Τηλ. 73936 (30, 241, 157, 270)
radio-program-line: 21.00 Ειδήσεις (190, 742, 273, 756)
theater-line: WORLD NIGHT No 2. (191, 214, 319, 229)
headline-community: ΤΑ ΠΑΡΟΙΚΙΑΚΑ ΖΗΤΗΜΑΤΑ (712, 121, 929, 137)
lottery-name-line: Κωνσταντίνος Μαρίτσας 28316 (1146, 1617, 1323, 1631)
race-result-line: 2 ΜΠΙΝΤ ΕΛ ΝΙΛ 15 (1146, 1173, 1267, 1188)
lottery-name-line: (Ἑταιρία Χάρτου Μπασκό) 28317 (1146, 1605, 1330, 1619)
theaters-left (30, 134, 183, 433)
editorial-title: ΤΗΣ ΗΜΕΡΑΣ (712, 62, 1018, 106)
race-result-line: 3η ἱπποδρομία (1146, 1146, 1231, 1161)
novel-paragraph: — Τὸ ξέρω, μητέρα. Ὅλα θὰ κανονιστοῦν. (360, 1451, 510, 1482)
editorial-paragraph: Ἡ Παροικία ἐπιθυμεῖ καὶ ἀνυπομονεῖ εἰς ἀπάντησιν. Ἡ Παροικία πρέπει νὰ πληροφορηθῇ ἐπὶ τέλους τὸ τί ἀπέγινε. (712, 290, 1130, 321)
lottery-name-line: Δημήτριος Ποντεζάκης 28314 (1146, 1642, 1311, 1656)
theater-line: THE RED SHOES. (191, 241, 298, 256)
editorial-paragraph: Μᾶς ἐρωτοῦν ἀ—γνώσται, τί ἀπέγινεν τὸ κληροδότημα, τί ἀπέγινεν τὸ ζήτημα τῶν ἐπιπλέον, τί ἀπέγινεν τὸ ζήτημα τοῦ νοσοκομείου προστασίας τῶν Αἰγυπτιωτῶν, τί ἀπέγινεν τὸ ζήτημα τῆς ἐξασφαλίσεως νέων ἐκπαιδευτικῶν διὰ τὰ σχολεῖα μας. (712, 143, 1130, 219)
festival-day (38, 1885, 336, 1941)
headline-committee: ΕΠΙΤΡΟΠΗ ΠΡΟΣ ΥΠΕΡΑΣΠΙΣΙΝ ΤΩΝ ΣΥΡΙΩΝ ΔΙΚΗΓΟΡΩΝ (1179, 68, 1537, 111)
headline-gizenga: Ο κ. ΓΚΙΖΕΓΚΑ ΕΚΗΡΥΞΕΝ ΑΠΕΡΓΙΑ ΠΕΙΝΗΣ ΚΑΙ Η ΥΓΕΙΑ ΤΟΥ ΕΥΡΙΣΚΕΤΑΙ ΕΝ ΚΙΝΔΥΝΩ (714, 1004, 1128, 1076)
radio-program-line: 20.15 Ὀρχῆστραι (190, 580, 284, 594)
race-result-line: 1 ΜΑΝΣΟΥΡΑ 40—16 (1365, 1187, 1492, 1202)
column-2 (360, 62, 510, 2192)
festival-title: ΦΕΣΤΙΒΑΛ (64, 1553, 310, 1601)
race-result-line: 3 ΓΑΙΦ 16 (1146, 1187, 1206, 1202)
social-item: Ἀνεχώρησε διʼ ὀλιγοήμερον παραμονὴν εἰς Ἀθήνας, ἡ δεσποινὶς Ἀλεξάνδρα Γ. Κορωναῖου ΣΩΤΗΡΙΟΥ. (526, 96, 696, 172)
festival-day-date: ΣΑΒΒΑΤΟΝ 25 Αὐγούστου (96, 2004, 278, 2020)
social-item: Αὔριον καὶ ὥραν 8 μ. μ. εἰς τὸ Μουσεῖον Καλῶν Τεχνῶν θὰ γίνουν τὰ ἐγκαίνια τῆς Ἐκθέσεως ζωγραφικῆς τῶν Ἐγυπτιωτῶν καλλιτεχνῶν ἀπὸ τὴν Νουβίαν. (526, 258, 696, 365)
festival-day-film: ΦΑΤΜΑ (138, 1720, 236, 1749)
novel-paragraph: Τὸ πρόσωπό του ξεσφίχθηκε γιὰ μιὰ στιγμή. (360, 974, 510, 1020)
lottery-name-line: Γεώργιος Πανακώστας 28312 (1146, 1668, 1312, 1681)
novel-text (30, 993, 344, 1443)
race-result-line: 1 ΜΑΧΡΟΥΜ 11—23 (1146, 1228, 1267, 1243)
radio-program-line: 22.30 Καντάδες (38, 794, 126, 808)
ad-top: ΑΠΟ ΣΗΜΕΡΟΝ (1381, 1396, 1553, 1419)
column-1 (30, 62, 344, 2192)
enoa-title: ΕΙΣ ΤΟΝ Ε.Ν.Ο.Α. (1298, 886, 1418, 901)
lottery-name-line: Ἐμμανουὴλ Πούμος 28305 (1146, 1756, 1293, 1770)
radio-program-line: 18.15 Φολκλορικὴ μουσική (190, 528, 291, 555)
lottery-name-line: Παναγιώτης Ἀρχοντούλης 28293 (1146, 1907, 1328, 1921)
race-result-line: Τ.Τ. 496. (1365, 1160, 1417, 1175)
festival-day (38, 1707, 336, 1763)
theater-line: THE ABSENT MINDED PROFESSOR. (30, 350, 168, 379)
lottery-name-line: Κύρος Κωνσταντίνου 28308 (1146, 1718, 1302, 1732)
theater-line: LET'S MAKE LOVE (Μαίριλιν Μονρόε). (30, 146, 146, 175)
lottery-col-head: Ἀρ. Δελτ. (1300, 1454, 1352, 1468)
theater-line: ΜΕΤΡΟ — Τηλ. 22850 (30, 336, 160, 351)
race-result-line: 2 ΣΑΛΑΛ 15 (1365, 1201, 1436, 1216)
novel-paragraph: Ἔπειτα ἔφυγε ἀργά, ἀργὰ μὲ βαριὰ βήματα. (360, 1692, 510, 1723)
